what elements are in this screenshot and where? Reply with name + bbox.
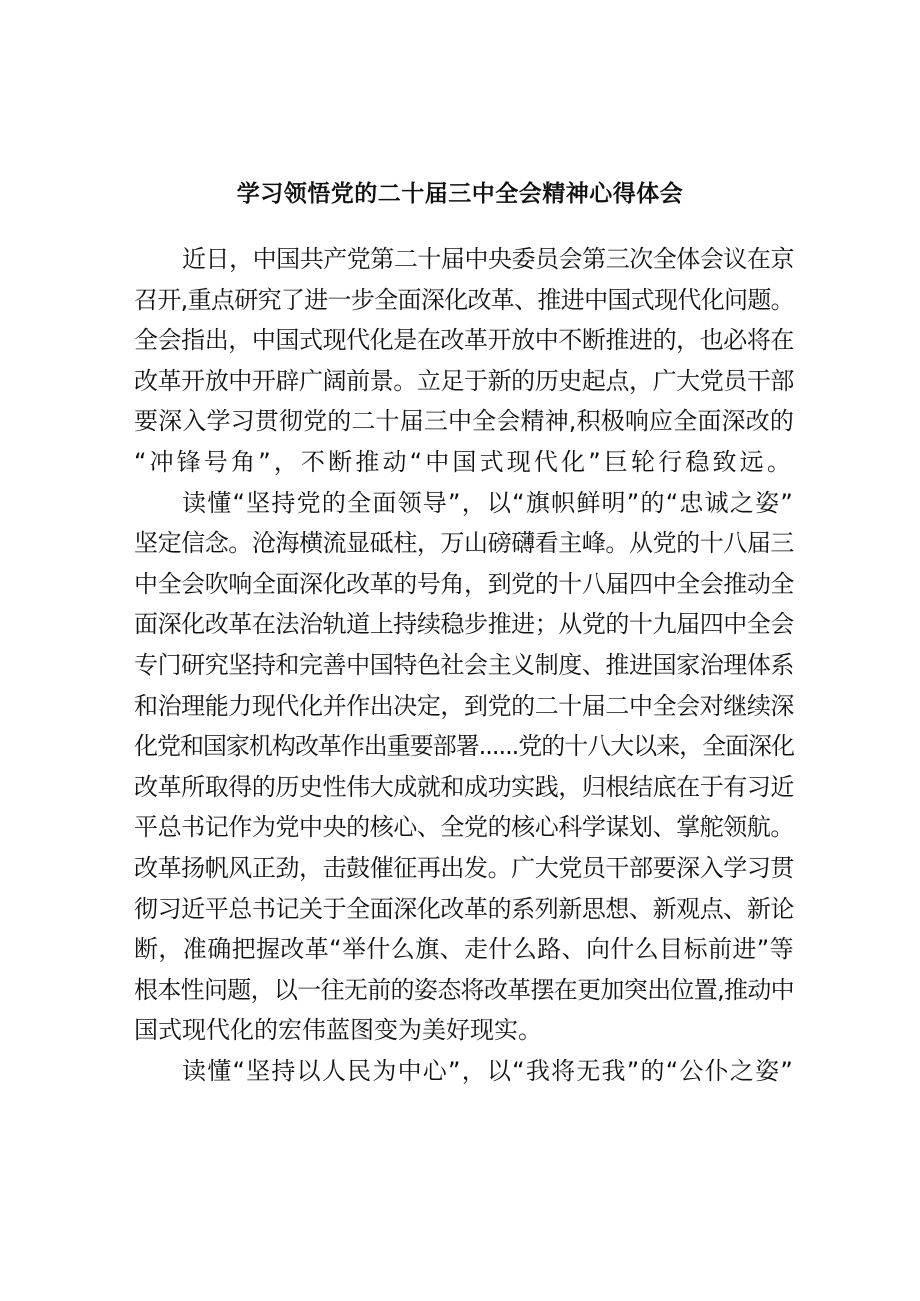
paragraph-1-line-3: 全会指出，中国式现代化是在改革开放中不断推进的，也必将在 [134, 326, 794, 355]
paragraph-1-line-5: 要深入学习贯彻党的二十届三中全会精神,积极响应全面深改的 [134, 407, 794, 436]
paragraph-2-line-12: 断，准确把握改革“举什么旗、走什么路、向什么目标前进”等 [134, 935, 794, 964]
paragraph-2-line-1: 读懂“坚持党的全面领导”，以“旗帜鲜明”的“忠诚之姿” [182, 488, 794, 517]
document-title: 学习领悟党的二十届三中全会精神心得体会 [236, 181, 684, 207]
paragraph-2-line-7: 化党和国家机构改革作出重要部署......党的十八大以来，全面深化 [134, 732, 794, 761]
paragraph-2-line-6: 和治理能力现代化并作出决定，到党的二十届二中全会对继续深 [134, 691, 794, 720]
paragraph-1-line-2: 召开,重点研究了进一步全面深化改革、推进中国式现代化问题。 [134, 285, 794, 314]
document-body [134, 239, 794, 1091]
paragraph-1-line-1: 近日，中国共产党第二十届中央委员会第三次全体会议在京 [182, 245, 794, 273]
paragraph-2-line-5: 专门研究坚持和完善中国特色社会主义制度、推进国家治理体系 [134, 650, 794, 679]
paragraph-2-line-14: 国式现代化的宏伟蓝图变为美好现实。 [134, 1016, 542, 1045]
paragraph-2-line-9: 平总书记作为党中央的核心、全党的核心科学谋划、掌舵领航。 [134, 813, 794, 842]
paragraph-1-line-6: “冲锋号角”，不断推动“中国式现代化”巨轮行稳致远。 [134, 447, 794, 476]
paragraph-2-line-11: 彻习近平总书记关于全面深化改革的系列新思想、新观点、新论 [134, 894, 794, 923]
paragraph-2-line-3: 中全会吹响全面深化改革的号角，到党的十八届四中全会推动全 [134, 569, 794, 598]
paragraph-2-line-4: 面深化改革在法治轨道上持续稳步推进；从党的十九届四中全会 [134, 610, 794, 639]
paragraph-1-line-4: 改革开放中开辟广阔前景。立足于新的历史起点，广大党员干部 [134, 366, 794, 395]
paragraph-2-line-8: 改革所取得的历史性伟大成就和成功实践，归根结底在于有习近 [134, 772, 794, 801]
paragraph-2-line-13: 根本性问题，以一往无前的姿态将改革摆在更加突出位置,推动中 [134, 975, 794, 1004]
paragraph-2-line-10: 改革扬帆风正劲，击鼓催征再出发。广大党员干部要深入学习贯 [134, 853, 794, 882]
paragraph-3-line-1: 读懂“坚持以人民为中心”，以“我将无我”的“公仆之姿” [182, 1056, 794, 1085]
paragraph-2-line-2: 坚定信念。沧海横流显砥柱，万山磅礴看主峰。从党的十八届三 [134, 529, 794, 558]
